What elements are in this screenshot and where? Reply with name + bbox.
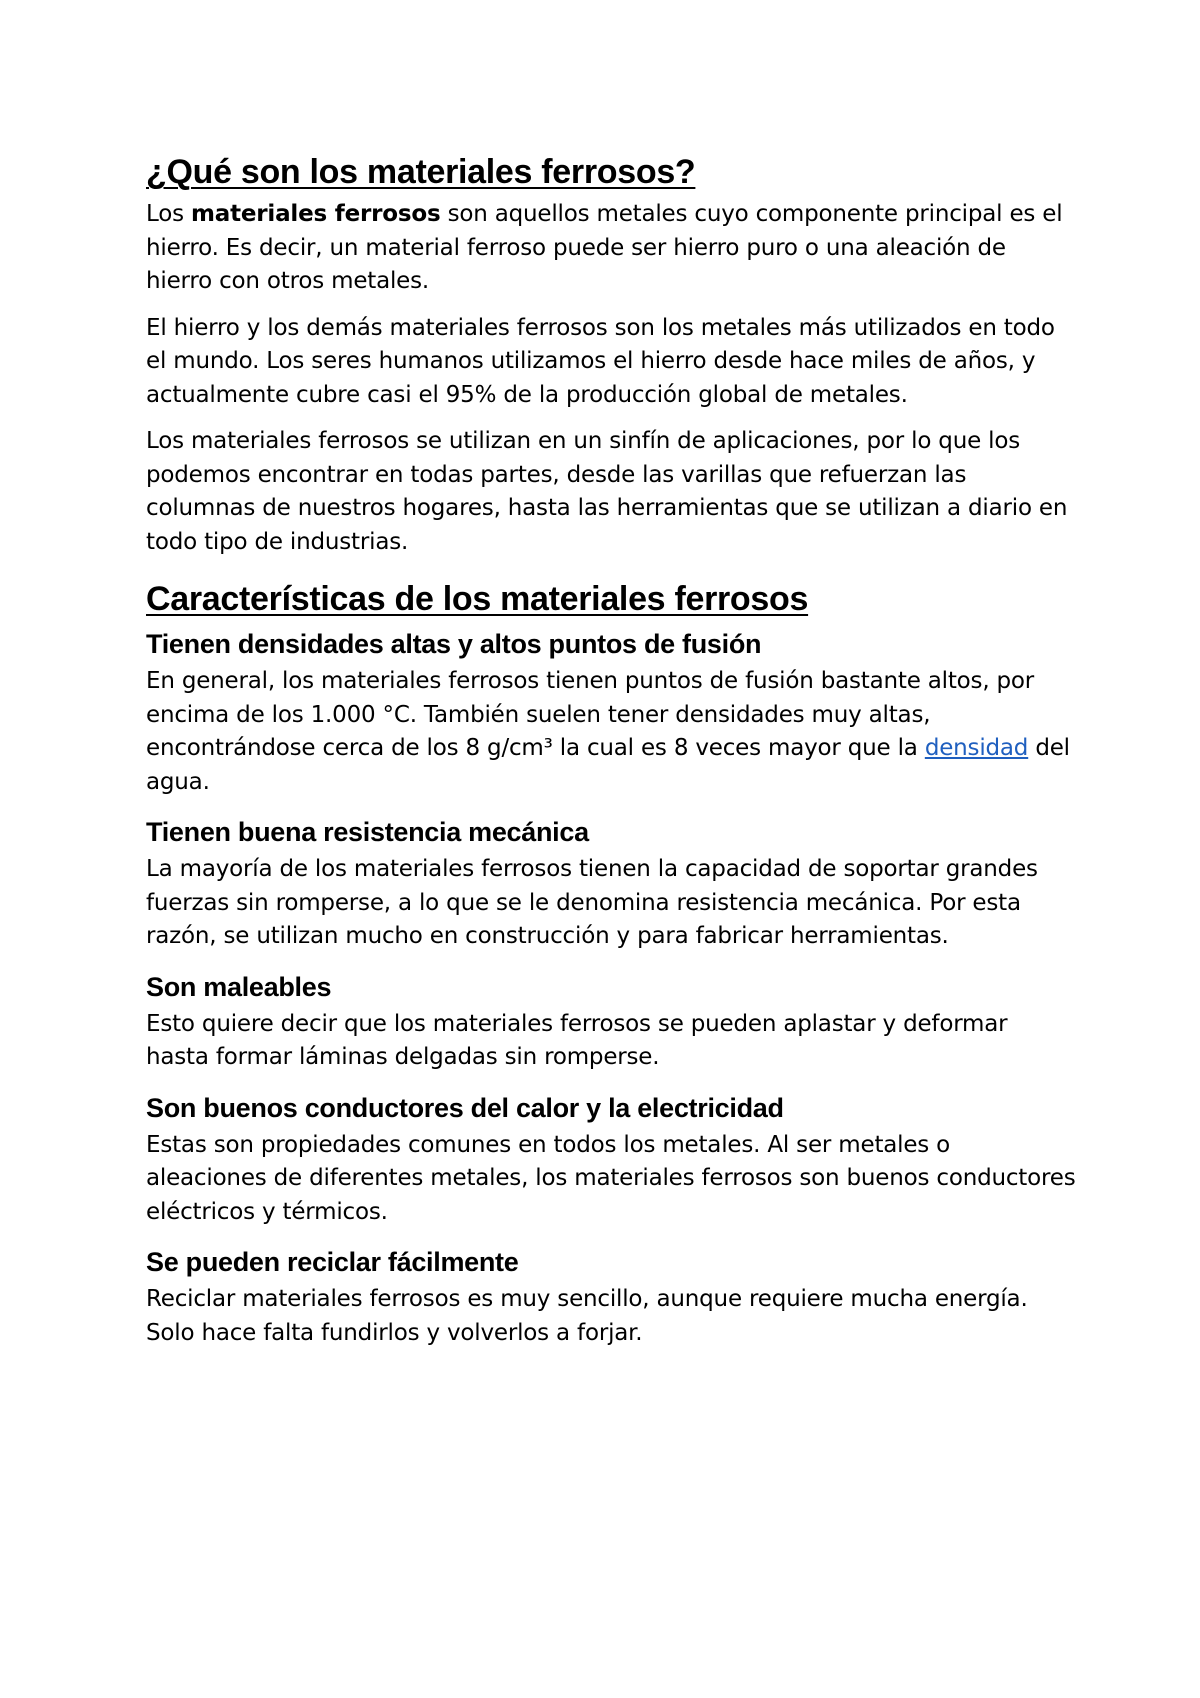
subheading-conductors: Son buenos conductores del calor y la electricidad [146,1092,784,1123]
usage-paragraph: El hierro y los demás materiales ferrosos son los metales más utilizados en todo el mundo. Los seres humanos utilizamos el hierro desde hace miles de años, y actualmente cubre casi el 95% de la producción global de metales. [146,314,1055,408]
section-title-characteristics: Características de los materiales ferrosos [146,580,809,618]
intro-text-start: Los [146,201,191,227]
subheading-malleable: Son maleables [146,971,332,1002]
document-page [146,150,1076,1363]
density-text-end: del agua. [146,735,1070,795]
density-link[interactable]: densidad [924,735,1029,761]
intro-paragraph [146,198,1076,299]
intro-bold-term: materiales ferrosos [190,201,441,227]
applications-paragraph: Los materiales ferrosos se utilizan en un sinfín de aplicaciones, por lo que los podemos encontrar en todas partes, desde las varillas que refuerzan las columnas de nuestros hogares, hasta las herramientas que se utilizan a diario en todo tipo de industrias. [146,428,1068,555]
subheading-density: Tienen densidades altas y altos puntos de fusión [146,629,762,659]
intro-text-end: son aquellos metales cuyo componente principal es el hierro. Es decir, un material ferroso puede ser hierro puro o una aleación de hierro con otros metales. [146,201,1063,294]
conductors-paragraph: Estas son propiedades comunes en todos los metales. Al ser metales o aleaciones de diferentes metales, los materiales ferrosos son buenos conductores eléctricos y térmicos. [146,1131,1076,1225]
malleable-paragraph: Esto quiere decir que los materiales ferrosos se pueden aplastar y deformar hasta formar láminas delgadas sin romperse. [146,1010,1008,1070]
subheading-recycling: Se pueden reciclar fácilmente [146,1247,519,1277]
density-text-start: En general, los materiales ferrosos tienen puntos de fusión bastante altos, por encima de los 1.000 °C. También suelen tener densidades muy altas, encontrándose cerca de los 8 g/cm³ la cual es 8 veces mayor que la [146,668,1035,761]
subheading-mechanical-resistance: Tienen buena resistencia mecánica [146,817,589,847]
recycling-paragraph: Reciclar materiales ferrosos es muy sencillo, aunque requiere mucha energía. Solo hace falta fundirlos y volverlos a forjar. [146,1286,1028,1346]
mechanical-resistance-paragraph: La mayoría de los materiales ferrosos tienen la capacidad de soportar grandes fuerzas sin romperse, a lo que se le denomina resistencia mecánica. Por esta razón, se utilizan mucho en construcción y para fabricar herramientas. [146,856,1038,949]
density-paragraph [146,665,1076,799]
section-title-what-are-ferrous: ¿Qué son los materiales ferrosos? [146,153,696,191]
